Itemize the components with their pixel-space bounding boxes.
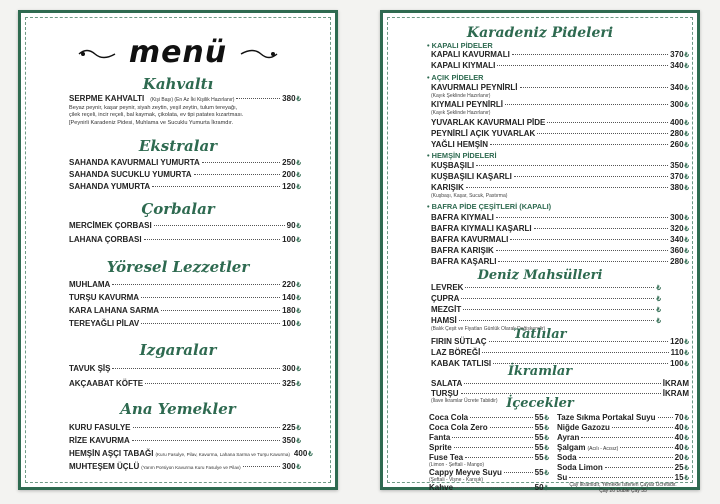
item-price: 100 [670,359,684,368]
menu-item [431,129,689,138]
item-price: 20 [674,453,684,462]
item-price: 380 [282,94,296,103]
lira-icon: ₺ [684,215,689,222]
leader-dots [497,65,668,66]
item-name: ÇUPRA [431,294,460,303]
leader-dots [579,457,673,458]
item-price: 100 [282,235,296,244]
item-name: Cappy Meyve Suyu [429,468,502,477]
item-name: Fanta [429,433,451,442]
item-name: HAMSİ [431,316,457,325]
item-price: 25 [674,463,684,472]
item-price: 55 [534,468,544,477]
menu-item [431,337,689,346]
leader-dots [465,457,533,458]
item-name: Coca Cola [429,413,469,422]
item-price: 120 [670,337,684,346]
item-price: 340 [670,61,684,70]
item-note: (Kişi Başı) (En Az İki Kişilik Hazırlanır) [150,97,235,103]
menu-item [69,423,301,432]
menu-item [431,305,661,314]
drink-item [429,468,549,477]
item-price: 220 [282,280,296,289]
menu-item [431,100,689,109]
lira-icon: ₺ [656,285,661,292]
lira-icon: ₺ [296,438,301,445]
lira-icon: ₺ [684,163,689,170]
item-name: AKÇAABAT KÖFTE [69,379,144,388]
menu-item [69,94,301,103]
item-name: MERCİMEK ÇORBASI [69,221,152,230]
lira-icon: ₺ [308,451,313,458]
leader-dots [133,427,281,428]
menu-item [431,172,689,181]
menu-item [431,140,689,149]
menu-item [69,462,301,471]
item-name: Niğde Gazozu [557,423,610,432]
leader-dots [194,174,281,175]
item-name: BAFRA KIYMALI KAŞARLI [431,224,532,233]
lira-icon: ₺ [296,295,301,302]
menu-item [431,224,689,233]
item-name: BAFRA KAVURMALI [431,235,509,244]
item-name: SAHANDA SUCUKLU YUMURTA [69,170,192,179]
leader-dots [620,447,672,448]
lira-icon: ₺ [684,131,689,138]
item-name: TURŞU [431,389,459,398]
lira-icon: ₺ [296,96,301,103]
item-name: TEREYAĞLI PİLAV [69,319,140,328]
leader-dots [236,98,280,99]
item-price: 340 [670,235,684,244]
leader-dots [461,298,653,299]
lira-icon: ₺ [296,464,301,471]
leader-dots [581,437,672,438]
lira-icon: ₺ [296,282,301,289]
leader-dots [463,309,653,310]
item-description [69,105,299,127]
drink-item [557,433,689,442]
lira-icon: ₺ [296,172,301,179]
leader-dots [112,284,280,285]
item-name: Ayran [557,433,580,442]
menu-item [431,246,689,255]
item-price: 55 [534,423,544,432]
lira-icon: ₺ [684,425,689,432]
leader-dots [112,368,280,369]
leader-dots [534,228,669,229]
item-name: KAPALI KAVURMALI [431,50,510,59]
item-price: 370 [670,50,684,59]
item-price: 300 [670,213,684,222]
lira-icon: ₺ [544,455,549,462]
item-price: 300 [282,364,296,373]
item-name: BAFRA KIYMALI [431,213,494,222]
item-name: Su [557,473,568,482]
lira-icon: ₺ [296,237,301,244]
item-price: İKRAM [662,389,689,398]
leader-dots [141,323,280,324]
menu-item [431,213,689,222]
menu-item [431,61,689,70]
menu-item [69,182,301,191]
item-note: (Limon - Şeftali - Mango) [429,462,485,468]
item-price: 350 [282,436,296,445]
item-name: HEMŞİN AŞÇI TABAĞI [69,449,154,458]
lira-icon: ₺ [544,485,549,492]
desc-line: çilek reçeli, incir reçeli, bal kaymak, çikolata, ev tipi patates kızartması. [69,112,244,119]
flourish-right-icon [239,47,279,61]
item-note: (Kuşbaşı, Kaşar, Sucuk, Pastırma) [431,193,508,199]
item-name: TAVUK ŞİŞ [69,364,111,373]
section-title-tatlilar: Tatlılar [513,327,567,342]
item-price: 55 [534,453,544,462]
lira-icon: ₺ [296,308,301,315]
leader-dots [152,186,280,187]
item-price: 140 [282,293,296,302]
menu-item [431,283,661,292]
item-name: SAHANDA KAVURMALI YUMURTA [69,158,200,167]
desc-line: [Peynirli Karadeniz Pidesi, Muhlama ve Sucuklu Yumurta İkramdır. [69,119,234,126]
lira-icon: ₺ [544,425,549,432]
item-price: 70 [674,413,684,422]
lira-icon: ₺ [296,160,301,167]
section-title-corbalar: Çorbalar [141,200,215,218]
leader-dots [141,297,280,298]
menu-item [69,293,301,302]
item-name: LEVREK [431,283,464,292]
item-name: TURŞU KAVURMA [69,293,140,302]
menu-item [431,83,689,92]
lira-icon: ₺ [656,296,661,303]
item-name: MUHTEŞEM ÜÇLÜ [69,462,140,471]
leader-dots [490,144,668,145]
item-price: 350 [670,161,684,170]
item-price: 90 [286,221,296,230]
lira-icon: ₺ [544,435,549,442]
lira-icon: ₺ [684,248,689,255]
section-note: (İlave İkramlar Ücrete Tabiidir) [431,398,498,404]
subsection-hemsin: • HEMŞİN PİDELERİ [427,151,497,160]
item-name: MEZGİT [431,305,462,314]
item-name: SERPME KAHVALTI [69,94,145,103]
leader-dots [132,440,280,441]
item-name: BAFRA KARIŞIK [431,246,494,255]
item-note: (Kayık Şeklinde Hazırlanır) [431,110,491,116]
section-title-ana-yemekler: Ana Yemekler [120,400,236,418]
lira-icon: ₺ [296,321,301,328]
item-name: SALATA [431,379,463,388]
item-price: 280 [670,129,684,138]
drink-item [557,443,689,452]
menu-item [69,379,301,388]
item-price: 110 [670,348,684,357]
leader-dots [452,437,532,438]
leader-dots [459,320,654,321]
item-name: KAPALI KIYMALI [431,61,496,70]
leader-dots [537,133,668,134]
section-title-izgaralar: Izgaralar [139,341,217,359]
leader-dots [154,225,285,226]
lira-icon: ₺ [544,445,549,452]
drink-item [429,483,549,492]
item-note: (Şeftali - Vişne - Karışık) [429,477,484,483]
item-name: SAHANDA YUMURTA [69,182,151,191]
lira-icon: ₺ [544,415,549,422]
lira-icon: ₺ [296,425,301,432]
item-name: MUHLAMA [69,280,111,289]
item-price: 55 [534,433,544,442]
subsection-kapali: • KAPALI PİDELER [427,41,493,50]
menu-item [431,294,661,303]
section-note: (Balık Çeşit ve Fiyatları Günlük Olarak Değişkendir) [431,326,546,332]
subsection-bafra: • BAFRA PİDE ÇEŞİTLERİ (KAPALI) [427,202,552,211]
item-name: BAFRA KAŞARLI [431,257,497,266]
item-name: KIYMALI PEYNİRLİ [431,100,504,109]
leader-dots [496,217,668,218]
item-price: 260 [670,140,684,149]
menu-item [431,257,689,266]
item-price: 120 [282,182,296,191]
lira-icon: ₺ [684,237,689,244]
leader-dots [461,393,661,394]
drinks-footer [553,482,693,494]
item-price: 300 [282,462,296,471]
lira-icon: ₺ [684,339,689,346]
lira-icon: ₺ [296,223,301,230]
menu-item [69,319,301,328]
lira-icon: ₺ [684,63,689,70]
item-name: KUŞBAŞILI KAŞARLI [431,172,512,181]
item-price: 400 [670,118,684,127]
lira-icon: ₺ [296,366,301,373]
drink-item [429,423,549,432]
item-name: Fuse Tea [429,453,464,462]
section-title-ikramlar: İkramlar [507,364,573,379]
item-price: 225 [282,423,296,432]
leader-dots [510,239,668,240]
section-title-deniz: Deniz Mahsülleri [477,268,603,283]
item-price: 180 [282,306,296,315]
item-price: 380 [670,183,684,192]
leader-dots [658,417,673,418]
menu-item [431,316,661,325]
desc-line: Beyaz peynir, kaşar peynir, siyah zeytin, yeşil zeytin, tulum tereyağı, [69,105,238,111]
item-price: 250 [282,158,296,167]
footer-line: Çay 20 Duble Çay 35 [599,488,647,494]
item-price: 15 [674,473,684,482]
leader-dots [464,383,661,384]
menu-item [69,364,301,373]
menu-item [69,436,301,445]
item-price: 55 [534,443,544,452]
lira-icon: ₺ [684,465,689,472]
item-price: 340 [670,83,684,92]
item-name: KARA LAHANA SARMA [69,306,160,315]
menu-item [431,161,689,170]
lira-icon: ₺ [684,361,689,368]
flourish-left-icon [77,47,117,61]
item-name: YAĞLI HEMŞİN [431,140,489,149]
leader-dots [490,427,533,428]
item-price: 100 [282,319,296,328]
item-name: Kahve [429,483,454,492]
menu-item [69,280,301,289]
menu-item [69,170,301,179]
item-name: Soda Limon [557,463,603,472]
item-note: (Yarım Porsiyon Kavurma Kuru Fasulye ve Pilav) [141,465,241,470]
menu-item [69,158,301,167]
lira-icon: ₺ [684,350,689,357]
item-price: 320 [670,224,684,233]
item-name: KAVURMALI PEYNİRLİ [431,83,518,92]
leader-dots [144,239,281,240]
lira-icon: ₺ [656,318,661,325]
leader-dots [455,487,533,488]
item-name: YUVARLAK KAVURMALI PİDE [431,118,546,127]
leader-dots [482,352,668,353]
leader-dots [465,287,653,288]
menu-item [431,50,689,59]
leader-dots [476,165,668,166]
lira-icon: ₺ [684,120,689,127]
drink-item [429,413,549,422]
item-price: 360 [670,246,684,255]
lira-icon: ₺ [684,102,689,109]
subsection-acik: • AÇIK PİDELER [427,73,484,82]
lira-icon: ₺ [684,475,689,482]
lira-icon: ₺ [296,184,301,191]
item-price: 370 [670,172,684,181]
section-title-pideler: Karadeniz Pideleri [466,25,614,41]
item-note: (Kayık Şeklinde Hazırlanır) [431,93,491,99]
menu-item [431,183,689,192]
lira-icon: ₺ [684,226,689,233]
menu-item [69,449,313,458]
leader-dots [454,447,533,448]
item-name: Sprite [429,443,452,452]
item-name: Coca Cola Zero [429,423,488,432]
section-title-kahvalti: Kahvaltı [142,75,214,93]
leader-dots [520,87,669,88]
leader-dots [498,261,668,262]
menu-item [431,379,689,388]
leader-dots [547,122,668,123]
drink-item [557,453,689,462]
leader-dots [605,467,673,468]
lira-icon: ₺ [684,142,689,149]
leader-dots [612,427,673,428]
menu-page-right [380,10,700,494]
drink-item [429,443,549,452]
lira-icon: ₺ [684,415,689,422]
item-name: LAHANA ÇORBASI [69,235,142,244]
drink-item [557,413,689,422]
lira-icon: ₺ [684,259,689,266]
leader-dots [569,477,672,478]
item-price: 200 [282,170,296,179]
leader-dots [489,341,669,342]
lira-icon: ₺ [684,455,689,462]
item-name: Taze Sıkma Portakal Suyu [557,413,656,422]
lira-icon: ₺ [684,52,689,59]
leader-dots [496,250,668,251]
item-price: İKRAM [662,379,689,388]
item-price: 55 [534,413,544,422]
lira-icon: ₺ [684,185,689,192]
menu-item [69,306,301,315]
item-price: 40 [674,423,684,432]
lira-icon: ₺ [656,307,661,314]
menu-logo [21,35,335,70]
drink-item [557,463,689,472]
lira-icon: ₺ [684,445,689,452]
lira-icon: ₺ [544,470,549,477]
item-price: 325 [282,379,296,388]
leader-dots [514,176,668,177]
leader-dots [470,417,533,418]
item-name: KARIŞIK [431,183,464,192]
section-title-yoresel: Yöresel Lezzetler [106,258,250,276]
menu-item [431,348,689,357]
leader-dots [161,310,280,311]
menu-item [431,118,689,127]
item-name: KABAK TATLISI [431,359,492,368]
item-price: 300 [670,100,684,109]
menu-item [431,235,689,244]
lira-icon: ₺ [296,381,301,388]
item-note: (Kuru Fasulye, Pilav, Kavurma, Lahana Sarma ve Turşu Kavurma) [155,452,290,457]
leader-dots [243,466,280,467]
section-title-ekstralar: Ekstralar [138,137,218,155]
item-name: Şalgam [557,443,586,452]
menu-logo-text: menü [128,35,228,70]
lira-icon: ₺ [684,174,689,181]
item-price: 50 [534,483,544,492]
leader-dots [466,187,668,188]
lira-icon: ₺ [684,435,689,442]
item-name: PEYNİRLİ AÇIK YUVARLAK [431,129,536,138]
leader-dots [145,383,280,384]
item-name: LAZ BÖREĞİ [431,348,481,357]
footer-line: Çay İkramıdır, Yemekle İstenen Çaylar Ücretlidir. [569,482,677,488]
leader-dots [505,104,668,105]
item-note: (Acılı - Acısız) [587,446,619,452]
drink-item [429,453,549,462]
drink-item [429,433,549,442]
leader-dots [504,472,533,473]
drink-item [557,423,689,432]
item-name: Soda [557,453,577,462]
item-name: RİZE KAVURMA [69,436,130,445]
drink-item [557,473,689,482]
menu-item [69,221,301,230]
leader-dots [512,54,668,55]
menu-item [69,235,301,244]
lira-icon: ₺ [684,85,689,92]
item-price: 280 [670,257,684,266]
menu-page-left [18,10,338,490]
item-name: FIRIN SÜTLAÇ [431,337,487,346]
item-name: KUŞBAŞILI [431,161,475,170]
item-price: 400 [293,449,308,458]
leader-dots [202,162,280,163]
item-price: 40 [674,433,684,442]
item-name: KURU FASULYE [69,423,131,432]
section-title-icecekler: İçecekler [506,396,574,411]
item-price: 40 [674,443,684,452]
